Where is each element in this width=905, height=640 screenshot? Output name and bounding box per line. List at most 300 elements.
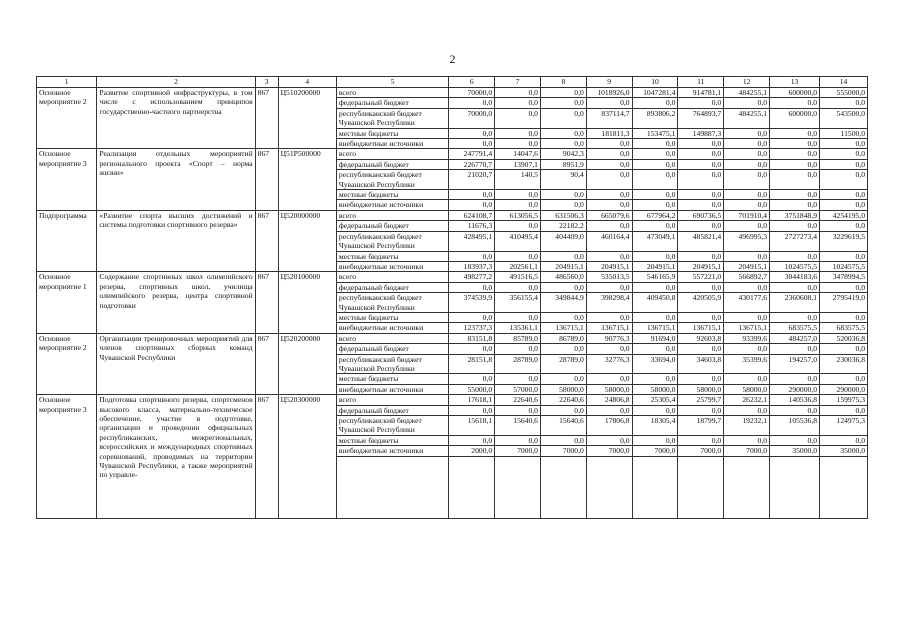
amount-cell: 0,0 [724,221,770,231]
amount-cell: 105536,8 [770,416,820,436]
column-number: 6 [449,77,495,88]
funding-source: местные бюджеты [336,374,448,384]
amount-cell: 486560,0 [540,272,586,282]
amount-cell: 124975,3 [820,416,868,436]
empty-cell [336,456,448,518]
block-code: 867 [255,210,278,271]
amount-cell: 0,0 [540,251,586,261]
amount-cell: 690736,5 [678,210,724,220]
amount-cell: 0,0 [770,312,820,322]
amount-cell: 0,0 [770,98,820,108]
amount-cell: 2795419,0 [820,293,868,313]
amount-cell: 0,0 [678,435,724,445]
amount-cell: 404409,0 [540,231,586,251]
amount-cell: 0,0 [495,139,541,149]
amount-cell: 0,0 [495,128,541,138]
amount-cell: 181811,3 [586,128,632,138]
table-row [37,149,868,159]
amount-cell: 0,0 [449,405,495,415]
block-description: Развитие спортивной инфраструктуры, в том числе с использованием принципов государственно-частного партнерства [97,88,255,149]
amount-cell: 35000,0 [820,446,868,456]
amount-cell: 91694,0 [632,333,678,343]
amount-cell: 11500,0 [820,128,868,138]
amount-cell: 0,0 [724,170,770,190]
amount-cell: 0,0 [449,139,495,149]
empty-cell [820,456,868,518]
block-kbk: Ц520100000 [278,272,336,333]
amount-cell: 0,0 [449,251,495,261]
empty-cell [724,456,770,518]
amount-cell: 0,0 [540,200,586,210]
amount-cell: 0,0 [586,159,632,169]
empty-cell [540,456,586,518]
funding-source: всего [336,272,448,282]
column-number: 5 [336,77,448,88]
table-row [37,333,868,343]
amount-cell: 3044183,6 [770,272,820,282]
amount-cell: 624108,7 [449,210,495,220]
amount-cell: 0,0 [724,149,770,159]
amount-cell: 0,0 [449,190,495,200]
funding-source: республиканский бюджет Чувашской Республики [336,354,448,374]
amount-cell: 58000,0 [632,384,678,394]
amount-cell: 25305,4 [632,395,678,405]
amount-cell: 0,0 [449,435,495,445]
amount-cell: 0,0 [820,405,868,415]
amount-cell: 11676,3 [449,221,495,231]
column-number: 11 [678,77,724,88]
amount-cell: 0,0 [632,374,678,384]
amount-cell: 0,0 [495,435,541,445]
amount-cell: 764893,7 [678,108,724,128]
amount-cell: 0,0 [540,344,586,354]
amount-cell: 0,0 [770,344,820,354]
amount-cell: 2360608,1 [770,293,820,313]
amount-cell: 0,0 [632,139,678,149]
amount-cell: 566892,7 [724,272,770,282]
amount-cell: 0,0 [586,374,632,384]
amount-cell: 24806,8 [586,395,632,405]
amount-cell: 0,0 [495,312,541,322]
amount-cell: 18799,7 [678,416,724,436]
amount-cell: 204915,1 [586,261,632,271]
amount-cell: 631506,3 [540,210,586,220]
block-description: Подготовка спортивного резерва, спортсменов высокого класса, материально-техническое обеспечение, участие в подготовке, организации и проведении официальных республиканских, межрегиональных, всероссийских и международных спортивных соревнований, проводимых на территории Чувашской Республики, а также мероприятий по управле- [97,395,255,518]
amount-cell: 0,0 [820,344,868,354]
amount-cell: 491516,5 [495,272,541,282]
amount-cell: 136715,1 [632,323,678,333]
block-type: Основное мероприятие 2 [37,333,97,394]
amount-cell: 546165,9 [632,272,678,282]
funding-source: федеральный бюджет [336,282,448,292]
column-number: 8 [540,77,586,88]
amount-cell: 57000,0 [495,384,541,394]
table-row [37,272,868,282]
funding-source: местные бюджеты [336,312,448,322]
amount-cell: 555000,0 [820,88,868,98]
table-row [37,395,868,405]
amount-cell: 0,0 [540,405,586,415]
amount-cell: 204915,1 [724,261,770,271]
amount-cell: 230036,8 [820,354,868,374]
funding-source: местные бюджеты [336,251,448,261]
amount-cell: 893806,2 [632,108,678,128]
amount-cell: 0,0 [678,139,724,149]
amount-cell: 14047,6 [495,149,541,159]
block-type: Основное мероприятие 3 [37,395,97,518]
amount-cell: 3229619,5 [820,231,868,251]
amount-cell: 13907,1 [495,159,541,169]
amount-cell: 0,0 [678,282,724,292]
amount-cell: 0,0 [586,435,632,445]
amount-cell: 33694,0 [632,354,678,374]
amount-cell: 0,0 [820,170,868,190]
amount-cell: 0,0 [586,344,632,354]
amount-cell: 0,0 [586,170,632,190]
amount-cell: 204915,1 [632,261,678,271]
amount-cell: 58000,0 [724,384,770,394]
amount-cell: 0,0 [770,149,820,159]
amount-cell: 0,0 [820,159,868,169]
table-row [37,210,868,220]
amount-cell: 0,0 [632,435,678,445]
amount-cell: 0,0 [449,128,495,138]
amount-cell: 136715,1 [724,323,770,333]
block-kbk: Ц51P500000 [278,149,336,210]
amount-cell: 0,0 [586,251,632,261]
amount-cell: 0,0 [770,170,820,190]
amount-cell: 0,0 [586,221,632,231]
block-kbk: Ц520300000 [278,395,336,518]
amount-cell: 136715,1 [586,323,632,333]
amount-cell: 356155,4 [495,293,541,313]
amount-cell: 70000,0 [449,88,495,98]
amount-cell: 0,0 [724,159,770,169]
block-description: «Развитие спорта высших достижений и системы подготовки спортивного резерва» [97,210,255,271]
amount-cell: 0,0 [724,312,770,322]
amount-cell: 290000,0 [820,384,868,394]
amount-cell: 159975,3 [820,395,868,405]
amount-cell: 0,0 [632,221,678,231]
amount-cell: 26232,1 [724,395,770,405]
amount-cell: 0,0 [770,159,820,169]
amount-cell: 485821,4 [678,231,724,251]
column-number-row [37,77,868,88]
funding-source: федеральный бюджет [336,98,448,108]
amount-cell: 0,0 [724,344,770,354]
amount-cell: 701910,4 [724,210,770,220]
amount-cell: 7000,0 [495,446,541,456]
amount-cell: 90776,3 [586,333,632,343]
block-code: 867 [255,149,278,210]
amount-cell: 2727273,4 [770,231,820,251]
funding-source: республиканский бюджет Чувашской Республики [336,170,448,190]
amount-cell: 15618,1 [449,416,495,436]
amount-cell: 0,0 [820,251,868,261]
amount-cell: 0,0 [724,128,770,138]
page-number: 2 [449,52,456,66]
amount-cell: 135361,1 [495,323,541,333]
funding-source: федеральный бюджет [336,344,448,354]
amount-cell: 17618,1 [449,395,495,405]
amount-cell: 0,0 [770,405,820,415]
amount-cell: 0,0 [495,344,541,354]
amount-cell: 18305,4 [632,416,678,436]
amount-cell: 460164,4 [586,231,632,251]
amount-cell: 58000,0 [586,384,632,394]
amount-cell: 0,0 [586,200,632,210]
amount-cell: 0,0 [678,344,724,354]
amount-cell: 58000,0 [678,384,724,394]
amount-cell: 1018926,0 [586,88,632,98]
amount-cell: 55000,0 [449,384,495,394]
amount-cell: 0,0 [632,200,678,210]
amount-cell: 600000,0 [770,108,820,128]
amount-cell: 0,0 [820,98,868,108]
column-number: 4 [278,77,336,88]
amount-cell: 0,0 [632,159,678,169]
block-description: Реализация отдельных мероприятий регионального проекта «Спорт – норма жизни» [97,149,255,210]
amount-cell: 70000,0 [449,108,495,128]
amount-cell: 22640,6 [495,395,541,405]
amount-cell: 7000,0 [540,446,586,456]
amount-cell: 0,0 [632,190,678,200]
amount-cell: 0,0 [678,374,724,384]
funding-source: всего [336,88,448,98]
amount-cell: 398298,4 [586,293,632,313]
amount-cell: 0,0 [724,374,770,384]
empty-cell [632,456,678,518]
amount-cell: 17806,8 [586,416,632,436]
column-number: 12 [724,77,770,88]
table-row [37,88,868,98]
amount-cell: 0,0 [678,200,724,210]
block-type: Основное мероприятие 2 [37,88,97,149]
block-code: 867 [255,88,278,149]
amount-cell: 0,0 [678,405,724,415]
block-code: 867 [255,272,278,333]
amount-cell: 0,0 [540,190,586,200]
amount-cell: 28789,0 [495,354,541,374]
amount-cell: 183937,3 [449,261,495,271]
block-type: Подпрограмма [37,210,97,271]
funding-source: всего [336,333,448,343]
amount-cell: 22182,2 [540,221,586,231]
amount-cell: 0,0 [540,88,586,98]
amount-cell: 0,0 [724,405,770,415]
funding-source: республиканский бюджет Чувашской Республики [336,231,448,251]
funding-source: всего [336,149,448,159]
funding-source: местные бюджеты [336,190,448,200]
amount-cell: 3478994,5 [820,272,868,282]
amount-cell: 15640,6 [495,416,541,436]
amount-cell: 837114,7 [586,108,632,128]
amount-cell: 0,0 [820,190,868,200]
amount-cell: 0,0 [449,312,495,322]
amount-cell: 86789,0 [540,333,586,343]
amount-cell: 83151,8 [449,333,495,343]
funding-source: республиканский бюджет Чувашской Республики [336,416,448,436]
amount-cell: 0,0 [495,405,541,415]
amount-cell: 123737,3 [449,323,495,333]
amount-cell: 473049,1 [632,231,678,251]
amount-cell: 0,0 [678,98,724,108]
amount-cell: 34603,8 [678,354,724,374]
amount-cell: 0,0 [540,374,586,384]
amount-cell: 0,0 [770,190,820,200]
amount-cell: 1047281,4 [632,88,678,98]
funding-source: федеральный бюджет [336,221,448,231]
amount-cell: 0,0 [495,374,541,384]
amount-cell: 428495,1 [449,231,495,251]
column-number: 1 [37,77,97,88]
amount-cell: 4254195,0 [820,210,868,220]
amount-cell: 498277,2 [449,272,495,282]
amount-cell: 15640,6 [540,416,586,436]
amount-cell: 0,0 [632,282,678,292]
amount-cell: 58000,0 [540,384,586,394]
amount-cell: 204915,1 [678,261,724,271]
amount-cell: 683575,5 [770,323,820,333]
amount-cell: 28151,8 [449,354,495,374]
amount-cell: 0,0 [540,282,586,292]
amount-cell: 35399,6 [724,354,770,374]
amount-cell: 90,4 [540,170,586,190]
amount-cell: 0,0 [540,435,586,445]
funding-source: федеральный бюджет [336,405,448,415]
amount-cell: 0,0 [540,98,586,108]
column-number: 14 [820,77,868,88]
funding-source: внебюджетные источники [336,261,448,271]
amount-cell: 0,0 [770,139,820,149]
column-number: 2 [97,77,255,88]
amount-cell: 496995,3 [724,231,770,251]
amount-cell: 665079,6 [586,210,632,220]
column-number: 3 [255,77,278,88]
funding-source: внебюджетные источники [336,139,448,149]
amount-cell: 0,0 [449,374,495,384]
empty-cell [449,456,495,518]
amount-cell: 8951,9 [540,159,586,169]
empty-cell [678,456,724,518]
empty-cell [495,456,541,518]
funding-source: местные бюджеты [336,435,448,445]
amount-cell: 0,0 [632,312,678,322]
table-body [37,77,868,519]
amount-cell: 0,0 [495,200,541,210]
amount-cell: 613056,5 [495,210,541,220]
amount-cell: 0,0 [449,200,495,210]
block-type: Основное мероприятие 3 [37,149,97,210]
amount-cell: 0,0 [449,98,495,108]
amount-cell: 0,0 [770,200,820,210]
amount-cell: 0,0 [724,139,770,149]
block-description: Организация тренировочных мероприятий для членов спортивных сборных команд Чувашской Республики [97,333,255,394]
block-code: 867 [255,333,278,394]
amount-cell: 0,0 [632,98,678,108]
amount-cell: 0,0 [724,435,770,445]
amount-cell: 0,0 [770,221,820,231]
amount-cell: 0,0 [632,344,678,354]
amount-cell: 914781,1 [678,88,724,98]
amount-cell: 0,0 [632,149,678,159]
amount-cell: 0,0 [724,98,770,108]
amount-cell: 0,0 [724,282,770,292]
amount-cell: 0,0 [678,170,724,190]
amount-cell: 149887,3 [678,128,724,138]
funding-source: всего [336,210,448,220]
amount-cell: 3751848,9 [770,210,820,220]
amount-cell: 0,0 [724,251,770,261]
amount-cell: 349844,9 [540,293,586,313]
amount-cell: 0,0 [770,128,820,138]
amount-cell: 140,5 [495,170,541,190]
block-kbk: Ц520000000 [278,210,336,271]
funding-source: внебюджетные источники [336,446,448,456]
column-number: 7 [495,77,541,88]
amount-cell: 0,0 [586,405,632,415]
amount-cell: 0,0 [770,374,820,384]
column-number: 10 [632,77,678,88]
amount-cell: 0,0 [540,312,586,322]
amount-cell: 0,0 [540,108,586,128]
amount-cell: 0,0 [678,251,724,261]
amount-cell: 0,0 [632,405,678,415]
amount-cell: 0,0 [449,282,495,292]
amount-cell: 247791,4 [449,149,495,159]
amount-cell: 1024575,5 [770,261,820,271]
block-type: Основное мероприятие 1 [37,272,97,333]
amount-cell: 136715,1 [678,323,724,333]
funding-source: внебюджетные источники [336,384,448,394]
amount-cell: 0,0 [820,221,868,231]
amount-cell: 7000,0 [724,446,770,456]
block-description: Содержание спортивных школ олимпийского резерва, спортивных школ, училища олимпийского резерва, центра спортивной подготовки [97,272,255,333]
amount-cell: 0,0 [678,312,724,322]
block-code: 867 [255,395,278,518]
amount-cell: 0,0 [495,190,541,200]
funding-source: федеральный бюджет [336,159,448,169]
amount-cell: 19232,1 [724,416,770,436]
amount-cell: 0,0 [449,344,495,354]
block-kbk: Ц510200000 [278,88,336,149]
amount-cell: 0,0 [820,200,868,210]
amount-cell: 0,0 [540,128,586,138]
block-kbk: Ц520200000 [278,333,336,394]
amount-cell: 484257,0 [770,333,820,343]
amount-cell: 0,0 [495,88,541,98]
amount-cell: 0,0 [678,159,724,169]
amount-cell: 410495,4 [495,231,541,251]
amount-cell: 0,0 [586,149,632,159]
amount-cell: 0,0 [495,282,541,292]
amount-cell: 0,0 [540,139,586,149]
amount-cell: 520036,8 [820,333,868,343]
amount-cell: 0,0 [632,170,678,190]
amount-cell: 153475,1 [632,128,678,138]
amount-cell: 35000,0 [770,446,820,456]
amount-cell: 194257,0 [770,354,820,374]
amount-cell: 0,0 [820,139,868,149]
amount-cell: 557221,0 [678,272,724,282]
amount-cell: 0,0 [820,312,868,322]
amount-cell: 420505,9 [678,293,724,313]
amount-cell: 204915,1 [540,261,586,271]
amount-cell: 409450,8 [632,293,678,313]
amount-cell: 0,0 [495,108,541,128]
amount-cell: 25799,7 [678,395,724,405]
amount-cell: 600000,0 [770,88,820,98]
